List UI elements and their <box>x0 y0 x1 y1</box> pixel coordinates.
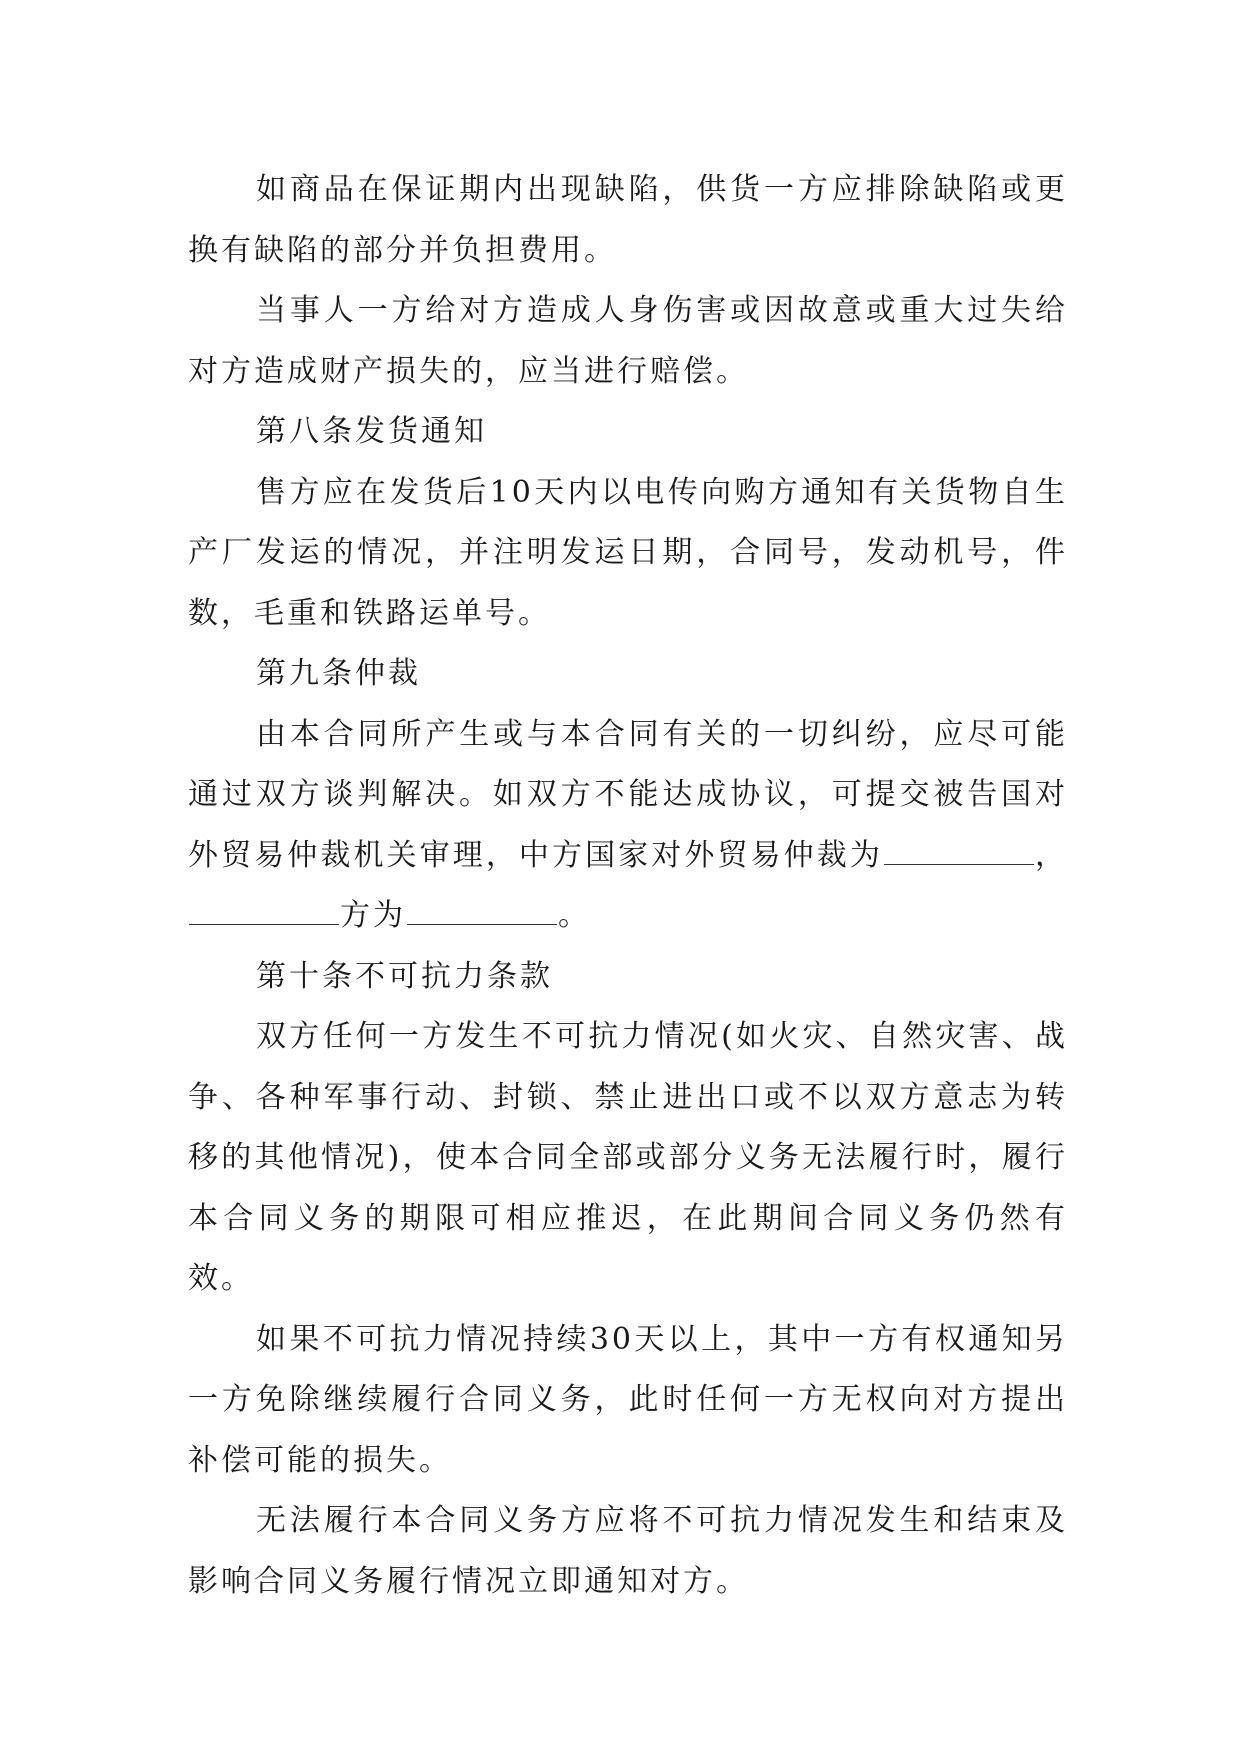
document-body <box>188 160 1068 1612</box>
article-10-heading: 第十条不可抗力条款 <box>256 958 553 994</box>
article-10-body-2: 如果不可抗力情况持续30天以上，其中一方有权通知另一方免除继续履行合同义务，此时任何一方无权向对方提出补偿可能的损失。 <box>188 1321 1068 1478</box>
paragraph-warranty-defect: 如商品在保证期内出现缺陷，供货一方应排除缺陷或更换有缺陷的部分并负担费用。 <box>188 172 1068 268</box>
article-10-body-1: 双方任何一方发生不可抗力情况(如火灾、自然灾害、战争、各种军事行动、封锁、禁止进出口或不以双方意志为转移的其他情况)，使本合同全部或部分义务无法履行时，履行本合同义务的期限可相应推迟，在此期间合同义务仍然有效。 <box>188 1019 1068 1296</box>
article-8-heading: 第八条发货通知 <box>256 414 487 449</box>
article-9-text-b: ， <box>1034 837 1069 873</box>
article-9-text-d: 。 <box>558 898 591 933</box>
article-8-body: 售方应在发货后10天内以电传向购方通知有关货物自生产厂发运的情况，并注明发运日期，合同号，发动机号，件数，毛重和铁路运单号。 <box>188 474 1068 631</box>
article-10-body-3: 无法履行本合同义务方应将不可抗力情况发生和结束及影响合同义务履行情况立即通知对方。 <box>188 1503 1068 1599</box>
chinese-arbitration-blank <box>884 863 1034 865</box>
other-party-blank <box>189 923 339 925</box>
paragraph-damages: 当事人一方给对方造成人身伤害或因故意或重大过失给对方造成财产损失的，应当进行赔偿。 <box>188 293 1068 389</box>
other-arbitration-blank <box>407 923 557 925</box>
article-9-body <box>188 705 1068 947</box>
article-9-text-c: 方为 <box>340 898 406 933</box>
article-9-heading: 第九条仲裁 <box>256 656 421 691</box>
article-9-text-a: 由本合同所产生或与本合同有关的一切纠纷，应尽可能通过双方谈判解决。如双方不能达成协议，可提交被告国对外贸易仲裁机关审理，中方国家对外贸易仲裁为 <box>188 716 1068 873</box>
